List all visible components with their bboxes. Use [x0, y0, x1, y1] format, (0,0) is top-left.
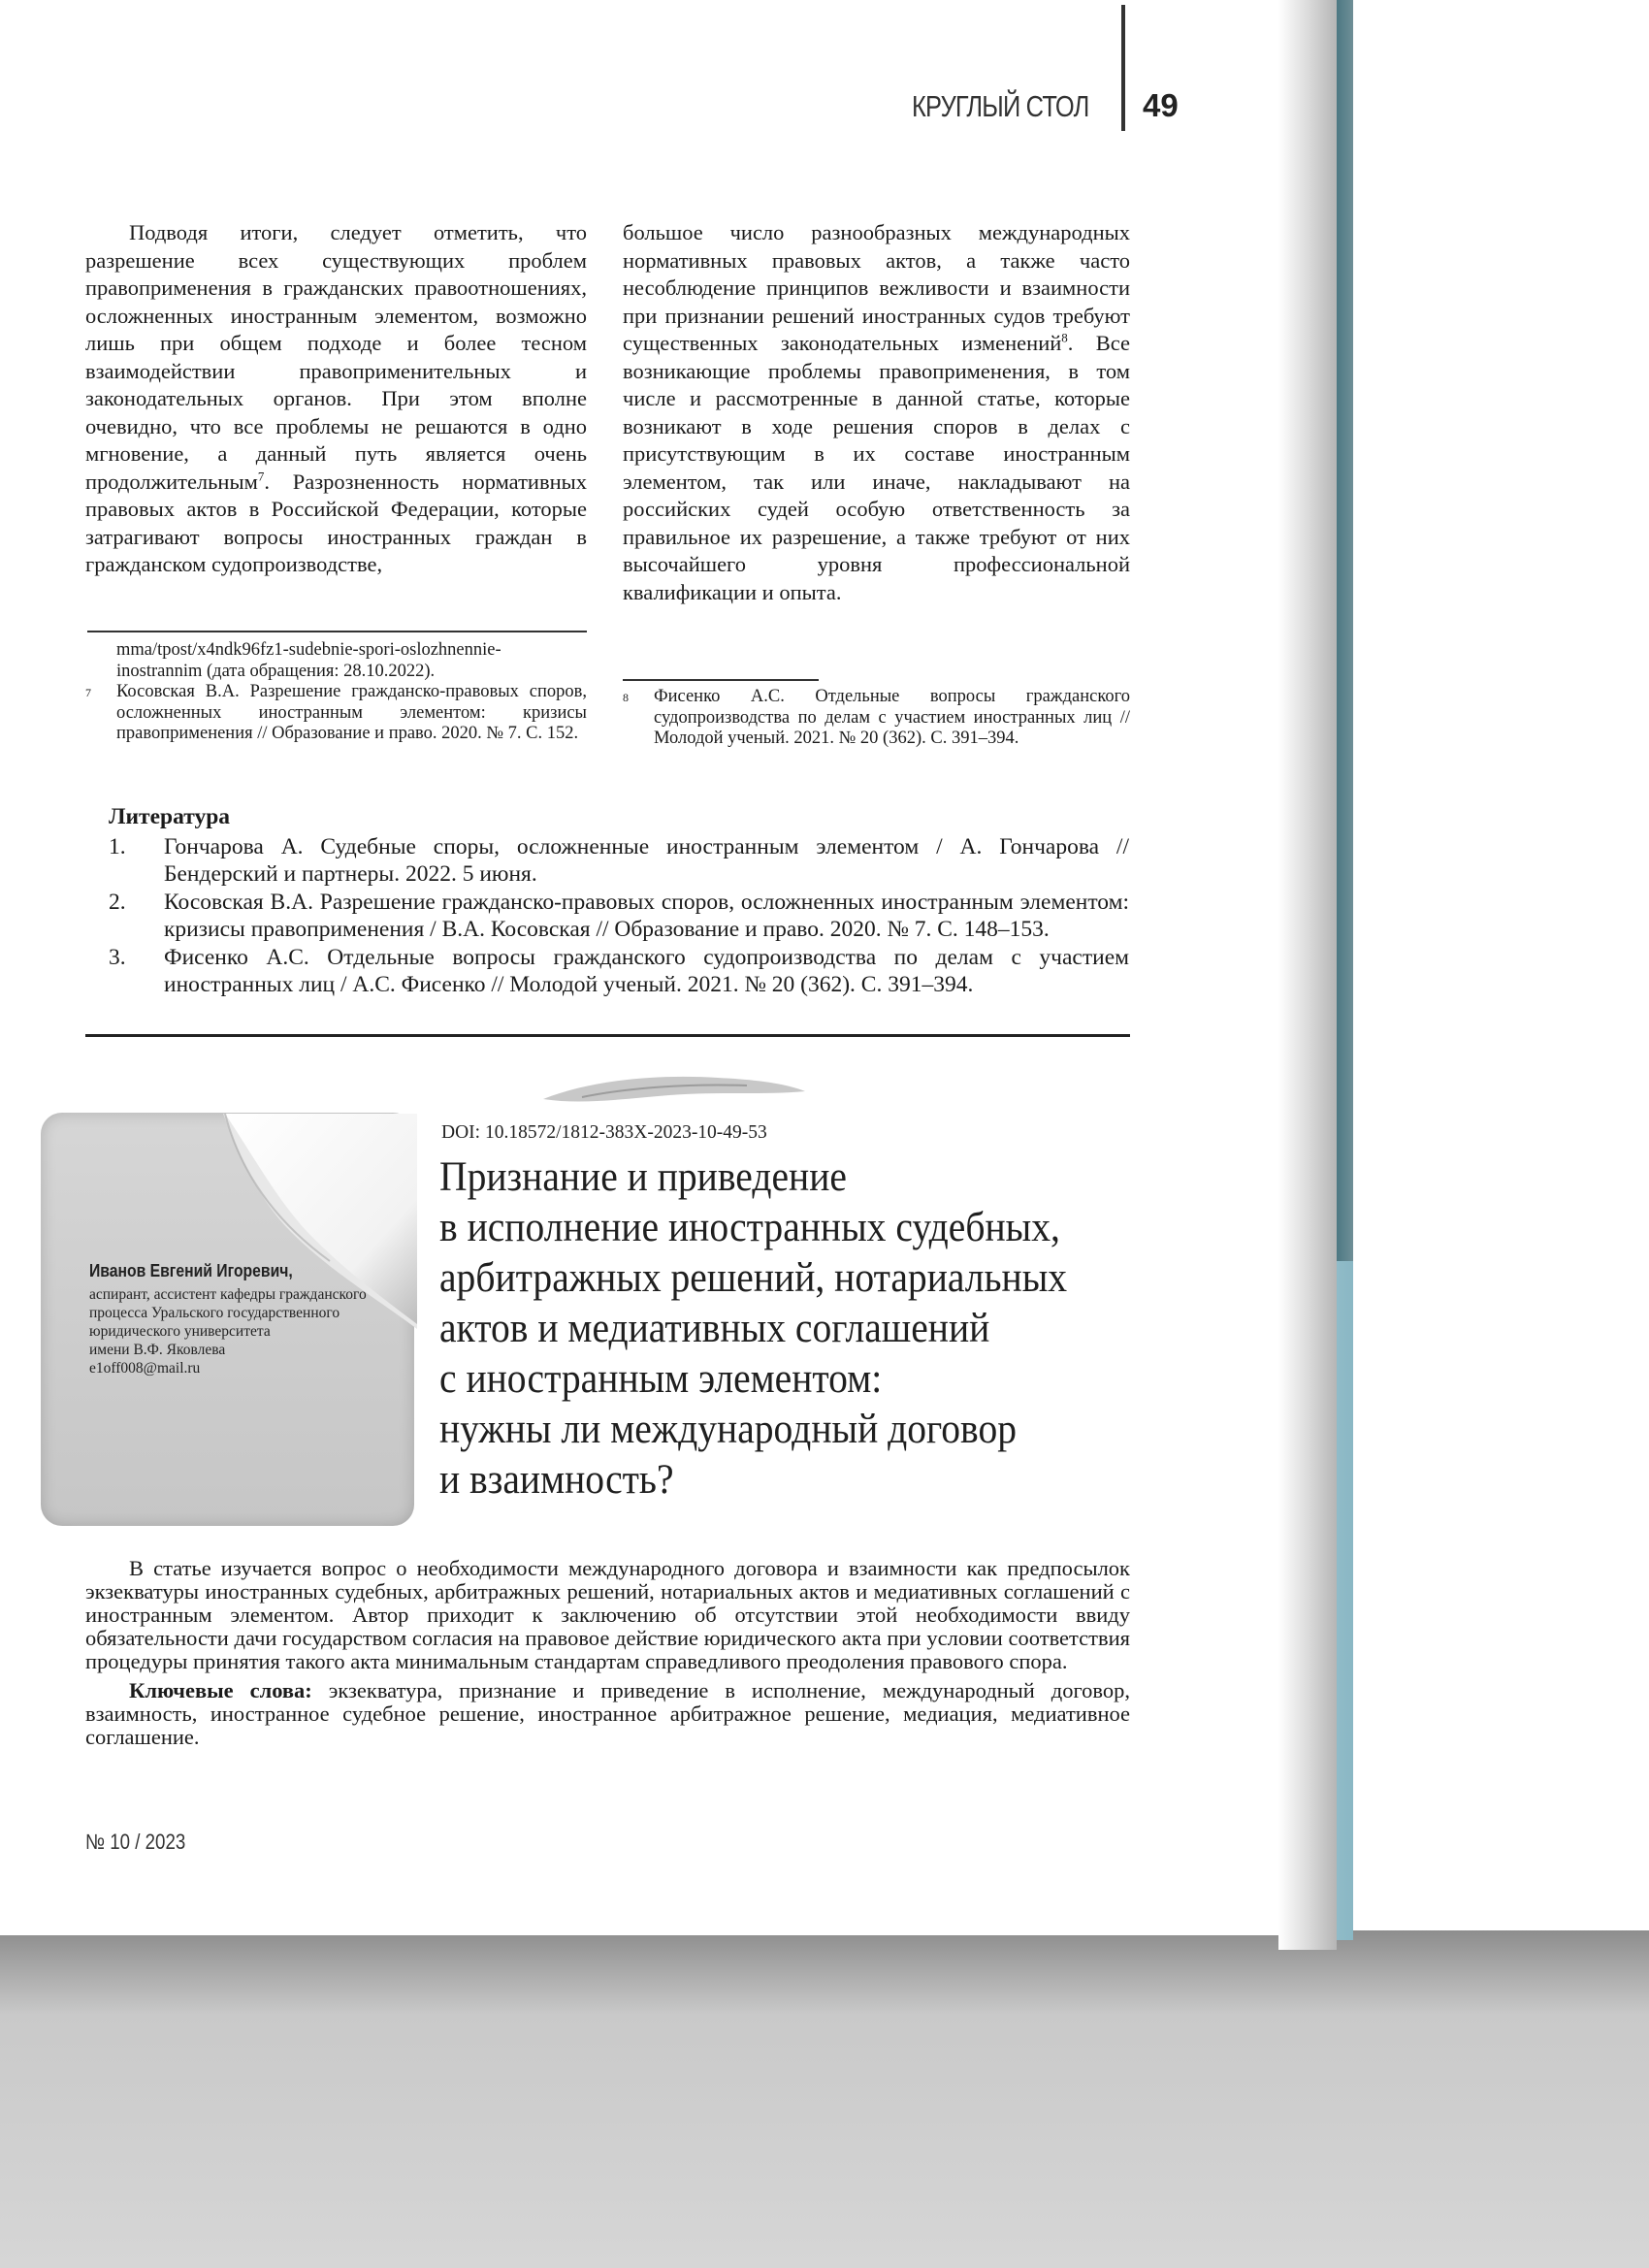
page-number: 49 [1143, 87, 1179, 123]
scanner-background [0, 1930, 1649, 2268]
literature-number: 2. [109, 889, 126, 915]
author-info-line: юридического университета [89, 1323, 271, 1340]
article-doi: DOI: 10.18572/1812-383X-2023-10-49-53 [441, 1122, 767, 1143]
footnote-number: 7 [85, 686, 91, 699]
author-info-line: имени В.Ф. Яковлева [89, 1342, 226, 1358]
title-line: нужны ли международный договор [439, 1407, 1018, 1452]
page-gutter-shadow [1278, 0, 1337, 1950]
footnote-continuation: mma/tpost/x4ndk96fz1-sudebnie-spori-oslozhnennie-inostrannim (дата обращения: 28.10.2022). [116, 640, 501, 681]
title-line: Признание и приведение [439, 1154, 847, 1200]
title-line: и взаимность? [439, 1457, 674, 1503]
literature-section [109, 803, 1129, 999]
footnote-divider [623, 679, 819, 681]
article-abstract [85, 1557, 1130, 1749]
author-affiliation [89, 1285, 409, 1377]
footnote-ref: 8 [1061, 330, 1068, 345]
literature-item [109, 833, 1129, 889]
author-email: e1off008@mail.ru [89, 1360, 201, 1377]
footnote-item [85, 682, 587, 745]
literature-number: 1. [109, 833, 126, 859]
paragraph-text: Подводя итоги, следует отметить, что разрешение всех существующих проблем правоприменения в гражданских правоотношениях, осложненных иностранным элементом, возможно лишь при общем подходе и более тесном взаимодействии правоприменительных и законодательных органов. При этом вполне очевидно, что все проблемы не решаются в одно мгновение, а данный путь является очень продолжительным [85, 220, 587, 494]
paragraph-text: большое число разнообразных международных нормативных правовых актов, а также часто несоблюдение принципов вежливости и взаимности при признании решений иностранных судов требуют существенных законодательных изменений [623, 220, 1130, 355]
footnotes-right [623, 687, 1130, 750]
literature-text: Гончарова А. Судебные споры, осложненные иностранным элементом / А. Гончарова // Бендерский и партнеры. 2022. 5 июня. [164, 833, 1129, 887]
title-line: в исполнение иностранных судебных, [439, 1205, 1060, 1250]
literature-item [109, 944, 1129, 999]
header-divider [1121, 5, 1125, 131]
footnotes-left [85, 640, 587, 745]
paragraph-text: . Все возникающие проблемы правоприменения, в том числе и рассмотренные в данной статье, которые возникают в ходе решения споров в делах с присутствующим в их составе иностранным элементом, так или иначе, накладывают на российских судей особую ответственность за правильное их разрешение, а также требуют от них высочайшего уровня профессиональной квалификации и опыта. [623, 331, 1130, 604]
keywords-text: экзекватура, признание и приведение в исполнение, международный договор, взаимность, иностранное судебное решение, иностранное арбитражное решение, медиация, медиативное соглашение. [85, 1678, 1130, 1749]
abstract-text: В статье изучается вопрос о необходимости международного договора и взаимности как предпосылок экзекватуры иностранных судебных, арбитражных решений, нотариальных актов и медиативных соглашений с иностранным элементом. Автор приходит к заключению об отсутствии этой необходимости ввиду обязательности дачи государством согласия на правовое действие юридического акта при условии соответствия процедуры принятия такого акта минимальным стандартам справедливого преодоления правового спора. [85, 1556, 1130, 1673]
right-column-text [623, 219, 1130, 606]
title-line: актов и медиативных соглашений [439, 1306, 990, 1351]
footnote-text: Фисенко А.С. Отдельные вопросы гражданского судопроизводства по делам с участием иностранных лиц // Молодой ученый. 2021. № 20 (362). С. 391–394. [654, 687, 1130, 748]
author-info-line: процесса Уральского государственного [89, 1305, 340, 1321]
author-name: Иванов Евгений Игоревич, [89, 1260, 293, 1280]
footnote-number: 8 [623, 691, 629, 704]
literature-text: Фисенко А.С. Отдельные вопросы гражданского судопроизводства по делам с участием иностранных лиц / А.С. Фисенко // Молодой ученый. 2021. № 20 (362). С. 391–394. [164, 944, 1129, 997]
literature-item [109, 889, 1129, 944]
section-divider [85, 1034, 1130, 1037]
section-label: КРУГЛЫЙ СТОЛ [912, 89, 1089, 123]
footnote-divider [87, 631, 587, 632]
title-line: с иностранным элементом: [439, 1356, 883, 1402]
author-info-line: аспирант, ассистент кафедры гражданского [89, 1286, 367, 1303]
keywords-label: Ключевые слова: [129, 1678, 312, 1702]
footnote-ref: 7 [257, 469, 265, 483]
footnote-item [623, 687, 1130, 750]
issue-number: № 10 / 2023 [85, 1830, 186, 1854]
literature-title: Литература [109, 804, 231, 829]
keywords-paragraph [85, 1679, 1130, 1749]
literature-text: Косовская В.А. Разрешение гражданско-правовых споров, осложненных иностранным элементом: кризисы правоприменения / В.А. Косовская // Образование и право. 2020. № 7. С. 148–153. [164, 889, 1129, 942]
paragraph-text: . Разрозненность нормативных правовых актов в Российской Федерации, которые затрагивают вопросы иностранных граждан в гражданском судопроизводстве, [85, 469, 587, 576]
footnote-text: Косовская В.А. Разрешение гражданско-правовых споров, осложненных иностранным элементом: кризисы правоприменения // Образование и право. 2020. № 7. С. 152. [116, 682, 587, 743]
article-title [439, 1152, 1177, 1506]
literature-number: 3. [109, 944, 126, 970]
title-line: арбитражных решений, нотариальных [439, 1255, 1068, 1301]
scan-smudge [524, 1062, 815, 1111]
left-column-text [85, 219, 587, 579]
